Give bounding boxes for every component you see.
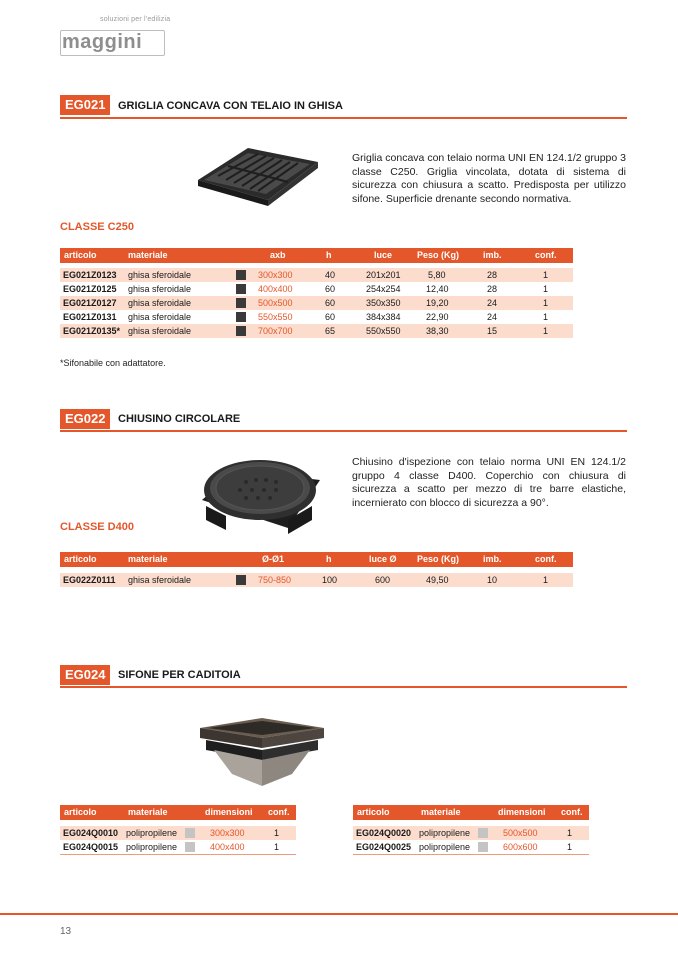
cell-articolo: EG024Q0015	[63, 842, 119, 852]
col-peso: Peso (Kg)	[417, 554, 460, 564]
table-row	[60, 282, 573, 296]
cell-articolo: EG024Q0020	[356, 828, 412, 838]
cell-size: 400x400	[258, 284, 293, 294]
cell-conf: 1	[274, 842, 280, 852]
cell-imb: 24	[487, 312, 498, 322]
section-divider	[60, 430, 627, 432]
section-title-eg024: SIFONE PER CADITOIA	[118, 669, 241, 681]
col-h: h	[326, 554, 332, 564]
cell-imb: 24	[487, 298, 498, 308]
cell-size: 400x400	[210, 842, 245, 852]
cell-materiale: ghisa sferoidale	[128, 575, 192, 585]
color-swatch	[236, 575, 246, 585]
siphon-product-image	[192, 714, 332, 790]
section-divider	[60, 117, 627, 119]
cell-articolo: EG021Z0123	[63, 270, 117, 280]
cell-conf: 1	[543, 575, 549, 585]
col-materiale: materiale	[128, 554, 168, 564]
cell-conf: 1	[543, 284, 549, 294]
col-h: h	[326, 250, 332, 260]
col-articolo: articolo	[64, 250, 97, 260]
cell-size: 700x700	[258, 326, 293, 336]
table-body-eg022	[60, 573, 573, 587]
cell-peso: 5,80	[428, 270, 446, 280]
cell-h: 40	[325, 270, 336, 280]
col-luce: luce Ø	[369, 554, 397, 564]
section-code-eg022: EG022	[60, 409, 110, 429]
cell-articolo: EG022Z0111	[63, 575, 116, 585]
cell-luce: 600	[375, 575, 391, 585]
col-dimensioni: dimensioni	[498, 807, 546, 817]
cell-imb: 28	[487, 284, 498, 294]
cell-articolo: EG024Q0025	[356, 842, 412, 852]
cell-peso: 38,30	[426, 326, 449, 336]
section-title-eg021: GRIGLIA CONCAVA CON TELAIO IN GHISA	[118, 100, 343, 112]
footnote-eg021: *Sifonabile con adattatore.	[60, 358, 166, 368]
table-body-eg024-right	[353, 826, 589, 855]
cell-imb: 15	[487, 326, 498, 336]
table-row	[60, 324, 573, 338]
cell-size: 550x550	[258, 312, 293, 322]
table-row	[60, 296, 573, 310]
cell-conf: 1	[543, 312, 549, 322]
cell-articolo: EG021Z0135*	[63, 326, 121, 336]
cell-luce: 350x350	[366, 298, 401, 308]
table-header-eg022	[60, 552, 573, 567]
table-header-eg024-left	[60, 805, 296, 820]
col-articolo: articolo	[357, 807, 390, 817]
col-materiale: materiale	[421, 807, 461, 817]
color-swatch	[185, 842, 195, 852]
cell-h: 60	[325, 284, 336, 294]
footer-divider	[0, 913, 678, 915]
cell-size: 600x600	[503, 842, 538, 852]
cell-materiale: ghisa sferoidale	[128, 270, 192, 280]
cell-h: 60	[325, 298, 336, 308]
cell-size: 750-850	[258, 575, 292, 585]
cell-luce: 254x254	[366, 284, 401, 294]
logo-tagline: soluzioni per l'edilizia	[100, 16, 171, 23]
section-code-eg024: EG024	[60, 665, 110, 685]
section-divider	[60, 686, 627, 688]
cell-materiale: ghisa sferoidale	[128, 312, 192, 322]
color-swatch	[236, 270, 246, 280]
col-dimensioni: dimensioni	[205, 807, 253, 817]
page-number: 13	[60, 926, 72, 937]
table-separator	[60, 854, 296, 855]
cell-luce: 201x201	[366, 270, 401, 280]
cell-materiale: polipropilene	[126, 842, 178, 852]
col-materiale: materiale	[128, 807, 168, 817]
cell-h: 100	[322, 575, 338, 585]
table-row	[60, 826, 296, 840]
cell-articolo: EG021Z0125	[63, 284, 117, 294]
col-axb: axb	[270, 250, 286, 260]
cell-conf: 1	[274, 828, 280, 838]
cell-luce: 550x550	[366, 326, 401, 336]
cell-h: 60	[325, 312, 336, 322]
cell-peso: 22,90	[426, 312, 449, 322]
cell-peso: 12,40	[426, 284, 449, 294]
cell-materiale: polipropilene	[419, 828, 471, 838]
color-swatch	[236, 284, 246, 294]
col-articolo: articolo	[64, 554, 97, 564]
table-row	[353, 840, 589, 854]
color-swatch	[236, 312, 246, 322]
table-row	[60, 573, 573, 587]
col-conf: conf.	[535, 250, 557, 260]
col-imb: imb.	[483, 554, 502, 564]
cell-conf: 1	[567, 828, 573, 838]
description-eg022: Chiusino d'ispezione con telaio norma UNI EN 124.1/2 gruppo 4 classe D400. Coperchio con chiusura di sicurezza a scatto per mezzo di tre barre elastiche, incernierato con blocco di sicurezza a 90°.	[352, 456, 626, 509]
class-label-eg021: CLASSE C250	[60, 221, 134, 233]
cell-materiale: ghisa sferoidale	[128, 284, 192, 294]
cell-materiale: ghisa sferoidale	[128, 298, 192, 308]
cell-materiale: polipropilene	[126, 828, 178, 838]
cell-articolo: EG021Z0131	[63, 312, 117, 322]
cell-luce: 384x384	[366, 312, 401, 322]
cell-size: 500x500	[258, 298, 293, 308]
cell-conf: 1	[543, 326, 549, 336]
col-conf: conf.	[535, 554, 557, 564]
col-articolo: articolo	[64, 807, 97, 817]
table-row	[60, 840, 296, 854]
cell-size: 300x300	[210, 828, 245, 838]
brand-logo: maggini	[62, 31, 143, 53]
col-conf: conf.	[268, 807, 290, 817]
color-swatch	[478, 828, 488, 838]
color-swatch	[478, 842, 488, 852]
class-label-eg022: CLASSE D400	[60, 521, 134, 533]
table-body-eg024-left	[60, 826, 296, 855]
cell-materiale: polipropilene	[419, 842, 471, 852]
col-peso: Peso (Kg)	[417, 250, 460, 260]
color-swatch	[236, 298, 246, 308]
cell-articolo: EG024Q0010	[63, 828, 119, 838]
cell-articolo: EG021Z0127	[63, 298, 117, 308]
table-row	[60, 310, 573, 324]
col-diameter: Ø-Ø1	[262, 554, 285, 564]
col-materiale: materiale	[128, 250, 168, 260]
table-body-eg021	[60, 268, 573, 338]
table-separator	[353, 854, 589, 855]
col-luce: luce	[374, 250, 393, 260]
color-swatch	[185, 828, 195, 838]
table-row	[353, 826, 589, 840]
cell-size: 300x300	[258, 270, 293, 280]
cell-imb: 28	[487, 270, 498, 280]
cell-conf: 1	[543, 270, 549, 280]
cell-peso: 49,50	[426, 575, 449, 585]
table-header-eg021	[60, 248, 573, 263]
cell-h: 65	[325, 326, 336, 336]
table-header-eg024-right	[353, 805, 589, 820]
manhole-product-image	[196, 450, 326, 536]
description-eg021: Griglia concava con telaio norma UNI EN 124.1/2 gruppo 3 classe C250. Griglia vincolata, dotata di sistema di sicurezza con chiusura a scatto. Predisposta per utilizzo sifone. Superficie drenante secondo normativa.	[352, 152, 626, 205]
color-swatch	[236, 326, 246, 336]
cell-size: 500x500	[503, 828, 538, 838]
section-title-eg022: CHIUSINO CIRCOLARE	[118, 413, 241, 425]
cell-conf: 1	[543, 298, 549, 308]
grate-product-image	[188, 140, 326, 208]
cell-materiale: ghisa sferoidale	[128, 326, 192, 336]
section-code-eg021: EG021	[60, 95, 110, 115]
col-conf: conf.	[561, 807, 583, 817]
table-row	[60, 268, 573, 282]
col-imb: imb.	[483, 250, 502, 260]
cell-conf: 1	[567, 842, 573, 852]
cell-imb: 10	[487, 575, 498, 585]
cell-peso: 19,20	[426, 298, 449, 308]
